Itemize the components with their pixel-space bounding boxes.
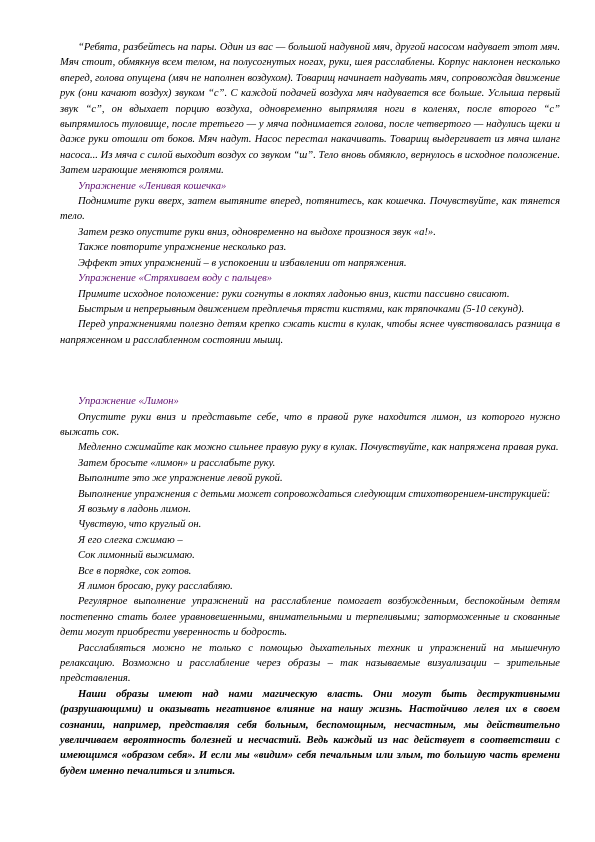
intro-paragraph: “Ребята, разбейтесь на пары. Один из вас — большой надувной мяч, другой насосом надувает этот мяч. Мяч стоит, обмякнув всем телом, на полусогнутых ногах, руки, шея расслаблены. Корпус наклонен несколько вперед, голова опущена (мяч не наполнен воздухом). Товарищ начинает надувать мяч, сопровождая движение рук (они качают воздух) звуком “с”. С каждой подачей воздуха мяч надувается все больше. Услыша первый звук “с”, он вдыхает порцию воздуха, одновременно выпрямляя ноги в коленях, после второго “с” выпрямилось туловище, после третьего — у мяча поднимается голова, после четвертого — надулись щеки и даже руки отошли от боков. Мяч надут. Насос перестал накачивать. Товарищ выдергивает из мяча шланг насоса... Из мяча с силой выходит воздух со звуком “ш”. Тело вновь обмякло, вернулось в исходное положение. Затем играющие меняются ролями. — [60, 42, 560, 177]
shake-water-step-1: Примите исходное положение: руки согнуты в локтях ладонью вниз, кисти пассивно свисают. — [78, 288, 510, 300]
shake-water-note: Перед упражнениями полезно детям крепко сжать кисти в кулак, чтобы яснее чувствовалась разница в напряженном и расслабленном состоянии мышц. — [60, 319, 560, 346]
lazy-cat-effect: Эффект этих упражнений – в успокоении и избавлении от напряжения. — [78, 257, 407, 269]
poem-line: Чувствую, что круглый он. — [78, 519, 202, 531]
lazy-cat-step-2: Затем резко опустите руки вниз, одновременно на выдохе произнося звук «а!». — [78, 226, 436, 238]
document-page — [60, 40, 560, 779]
lemon-step-2: Медленно сжимайте как можно сильнее правую руку в кулак. Почувствуйте, как напряжена правая рука. — [78, 442, 559, 454]
poem-line: Я его слегка сжимаю – — [78, 534, 183, 546]
lemon-poem-intro: Выполнение упражнения с детьми может сопровождаться следующим стихотворением-инструкцией: — [78, 488, 551, 500]
poem-line: Я лимон бросаю, руку расслабляю. — [78, 581, 233, 592]
poem-line: Я возьму в ладонь лимон. — [78, 503, 191, 515]
lemon-step-4: Выполните это же упражнение левой рукой. — [78, 473, 283, 485]
exercise-title-shake-water: Упражнение «Стряхиваем воду с пальцев» — [78, 273, 273, 285]
visualization-paragraph: Расслабляться можно не только с помощью дыхательных техник и упражнений на мышечную релаксацию. Возможно и расслабление через образы – так называемые визуализации – зрительные представления. — [60, 642, 560, 685]
relaxation-benefits-paragraph: Регулярное выполнение упражнений на расслабление помогает возбужденным, беспокойным детям постепенно стать более уравновешенными, внимательными и терпеливыми; заторможенные и скованные дети могут приобрести уверенность и бодрость. — [60, 596, 560, 639]
poem-line: Сок лимонный выжимаю. — [78, 550, 195, 562]
lemon-step-3: Затем бросьте «лимон» и расслабьте руку. — [78, 457, 276, 469]
exercise-title-lemon: Упражнение «Лимон» — [78, 396, 179, 408]
lemon-step-1: Опустите руки вниз и представьте себе, что в правой руке находится лимон, из которого нужно выжать сок. — [60, 411, 560, 438]
poem-line: Все в порядке, сок готов. — [78, 565, 192, 577]
section-gap — [60, 348, 560, 394]
shake-water-step-2: Быстрым и непрерывным движением предплечья трясти кистями, как тряпочками (5-10 секунд). — [78, 303, 525, 315]
lazy-cat-step-1: Поднимите руки вверх, затем вытяните вперед, потянитесь, как кошечка. Почувствуйте, как тянется тело. — [60, 196, 560, 223]
exercise-title-lazy-cat: Упражнение «Ленивая кошечка» — [78, 180, 227, 192]
images-power-paragraph: Наши образы имеют над нами магическую власть. Они могут быть деструктивными (разрушающими) и оказывать негативное влияние на нашу жизнь. Настойчиво лелея их в своем сознании, например, представляя себя больным, беспомощным, несчастным, мы действительно увеличиваем вероятность болезней и несчастий. Ведь каждый из нас действует в соответствии с имеющимся «образом себя». И если мы «видим» себя печальным или злым, то большую часть времени будем именно печалиться и злиться. — [60, 688, 560, 777]
lazy-cat-step-3: Также повторите упражнение несколько раз. — [78, 242, 287, 254]
